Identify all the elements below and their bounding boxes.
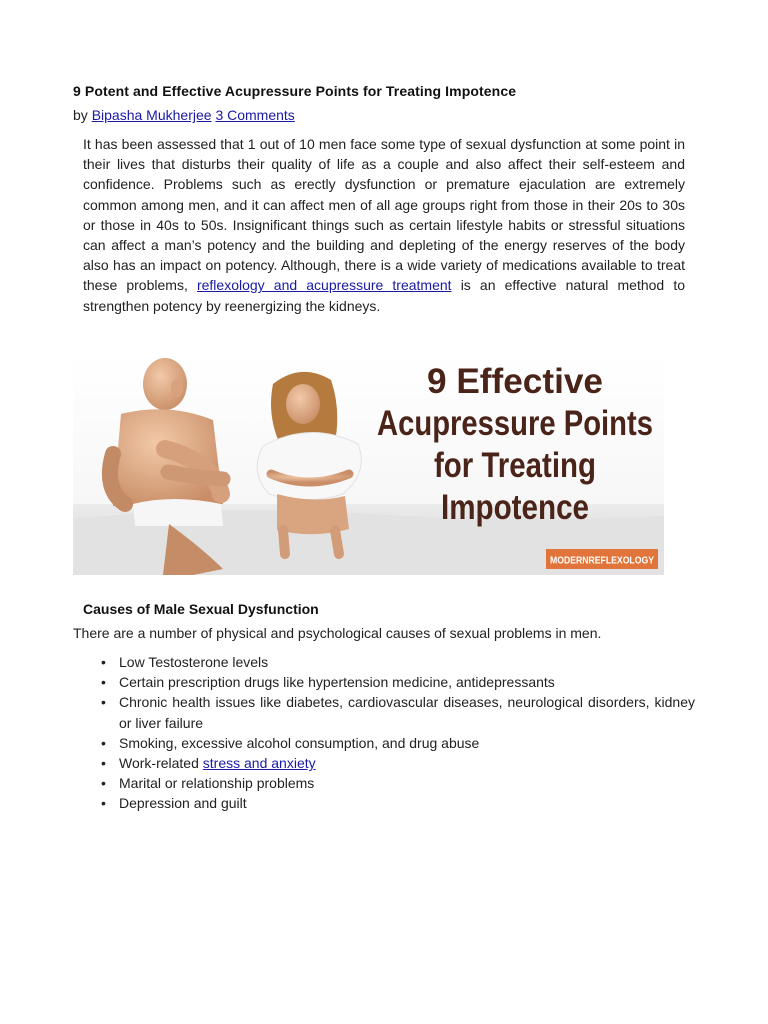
section-lead: There are a number of physical and psychological causes of sexual problems in men. (73, 625, 602, 641)
intro-text-end: is an effective natural method to strengthen potency by reenergizing the kidneys. (83, 277, 686, 314)
article-title: 9 Potent and Effective Acupressure Points for Treating Impotence (73, 83, 517, 99)
hero-image (73, 354, 664, 575)
bullet-icon: • (101, 654, 106, 670)
list-item (101, 793, 695, 813)
bullet-icon: • (101, 795, 106, 812)
intro-paragraph (83, 134, 685, 316)
list-item (101, 733, 695, 753)
bullet-icon: • (101, 694, 106, 711)
causes-list (101, 652, 695, 814)
hero-headline-line-4: Impotence (441, 488, 589, 527)
bullet-icon: • (101, 674, 106, 691)
list-item (101, 753, 695, 773)
bullet-icon: • (101, 734, 106, 751)
list-item-text: Marital or relationship problems (119, 775, 315, 792)
list-item-text: Smoking, excessive alcohol consumption, and drug abuse (119, 734, 480, 751)
list-item (101, 652, 695, 672)
hero-headline-line-3: for Treating (434, 446, 596, 485)
byline (73, 107, 295, 123)
list-item-text: Work-related (119, 755, 199, 772)
comments-link[interactable]: 3 Comments (215, 107, 295, 123)
bullet-icon: • (101, 755, 106, 772)
bullet-icon: • (101, 775, 106, 792)
hero-headline-line-1: 9 Effective (427, 362, 603, 401)
author-link[interactable]: Bipasha Mukherjee (91, 107, 212, 123)
by-label: by (73, 107, 88, 123)
intro-text: It has been assessed that 1 out of 10 men face some type of sexual dysfunction at some point in their lives that disturbs their quality of life as a couple and also affect their self-esteem and confidence. Problems such as erectly dysfunction or premature ejaculation are extremely common among men, and it can affect men of all age groups right from those in their 20s to 30s or those in 40s to 50s. Insignificant things such as certain lifestyle habits or stressful situations can affect a man’s potency and the building and depleting of the energy reserves of the body also has an impact on potency. Although, there is a wide variety of medications available to treat these problems, (83, 136, 685, 294)
reflexology-link[interactable]: reflexology and acupressure treatment (196, 277, 452, 294)
list-item-text: Low Testosterone levels (119, 654, 269, 670)
brand-badge-label: MODERNREFLEXOLOGY (550, 554, 654, 567)
list-item-text: Depression and guilt (119, 795, 247, 812)
list-item (101, 672, 695, 692)
stress-anxiety-link[interactable]: stress and anxiety (202, 755, 316, 772)
section-heading: Causes of Male Sexual Dysfunction (83, 601, 319, 617)
list-item-text: Certain prescription drugs like hypertension medicine, antidepressants (119, 674, 555, 691)
list-item (101, 692, 695, 732)
list-item-text: Chronic health issues like diabetes, cardiovascular diseases, neurological disorders, kidney or liver failure (119, 694, 695, 731)
hero-headline-line-2: Acupressure Points (377, 404, 653, 443)
list-item (101, 773, 695, 793)
